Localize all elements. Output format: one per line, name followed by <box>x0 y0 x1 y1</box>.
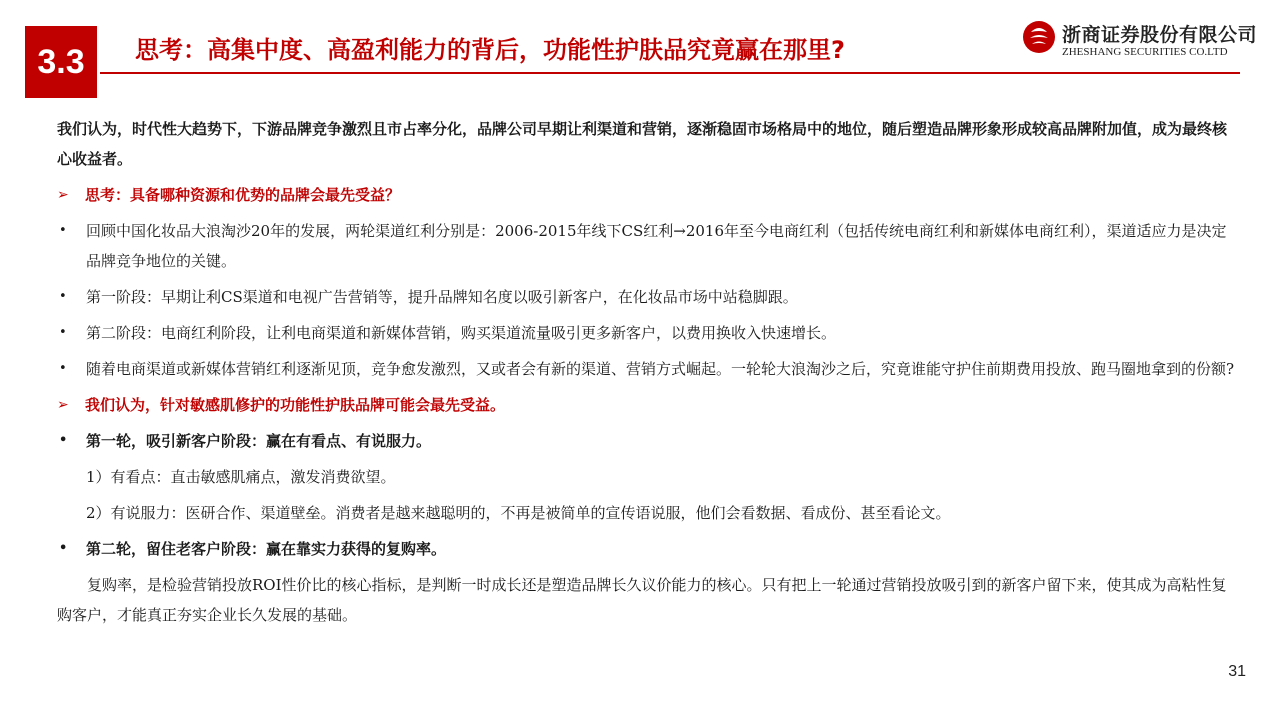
arrow-bullet-icon: ➢ <box>57 397 69 413</box>
arrow-bullet-icon: ➢ <box>57 187 69 203</box>
round-1-heading <box>57 426 1237 456</box>
bullet-dot-icon: • <box>59 433 68 448</box>
bullet-dot-icon: • <box>59 289 67 304</box>
bullet-item <box>57 216 1237 276</box>
round-2-heading <box>57 534 1237 564</box>
bullet-item <box>57 282 1237 312</box>
logo-english-name: ZHESHANG SECURITIES CO.LTD <box>1062 46 1228 58</box>
bullet-text: 第一阶段：早期让利CS渠道和电视广告营销等，提升品牌知名度以吸引新客户，在化妆品市场中站稳脚跟。 <box>86 288 798 306</box>
bullet-item <box>57 318 1237 348</box>
bullet-dot-icon: • <box>59 541 68 556</box>
round-1-point: 2）有说服力：医研合作、渠道壁垒。消费者是越来越聪明的，不再是被简单的宣传语说服，他们会看数据、看成份、甚至看论文。 <box>86 504 951 522</box>
question-2 <box>57 390 1237 420</box>
logo-chinese-name: 浙商证券股份有限公司 <box>1062 24 1258 46</box>
slide-title: 思考：高集中度、高盈利能力的背后，功能性护肤品究竟赢在那里? <box>135 36 845 64</box>
bullet-text: 回顾中国化妆品大浪淘沙20年的发展，两轮渠道红利分别是：2006-2015年线下CS红利→2016年至今电商红利（包括传统电商红利和新媒体电商红利），渠道适应力是决定品牌竞争地位的关键。 <box>86 222 1227 270</box>
intro-paragraph: 我们认为，时代性大趋势下，下游品牌竞争激烈且市占率分化，品牌公司早期让利渠道和营销，逐渐稳固市场格局中的地位，随后塑造品牌形象形成较高品牌附加值，成为最终核心收益者。 <box>57 120 1228 168</box>
bullet-text: 第二阶段：电商红利阶段，让利电商渠道和新媒体营销，购买渠道流量吸引更多新客户，以费用换收入快速增长。 <box>86 324 837 342</box>
question-1 <box>57 180 1237 210</box>
bullet-dot-icon: • <box>59 361 67 376</box>
round-1-text: 第一轮，吸引新客户阶段：赢在有看点、有说服力。 <box>86 432 432 450</box>
bullet-dot-icon: • <box>59 325 67 340</box>
slide-content <box>57 114 1237 630</box>
round-2-paragraph: 复购率，是检验营销投放ROI性价比的核心指标，是判断一时成长还是塑造品牌长久议价能力的核心。只有把上一轮通过营销投放吸引到的新客户留下来，使其成为高粘性复购客户，才能真正夯实企业长久发展的基础。 <box>57 576 1227 624</box>
round-1-point: 1）有看点：直击敏感肌痛点，激发消费欲望。 <box>86 468 396 486</box>
section-number-badge: 3.3 <box>25 26 97 98</box>
question-2-text: 我们认为，针对敏感肌修护的功能性护肤品牌可能会最先受益。 <box>85 396 506 414</box>
company-logo <box>1022 18 1258 64</box>
question-1-text: 思考：具备哪种资源和优势的品牌会最先受益？ <box>85 186 401 204</box>
zheshang-logo-icon <box>1022 20 1056 54</box>
page-number: 31 <box>1228 663 1246 680</box>
title-divider <box>100 72 1240 74</box>
bullet-text: 随着电商渠道或新媒体营销红利逐渐见顶，竞争愈发激烈，又或者会有新的渠道、营销方式崛起。一轮轮大浪淘沙之后，究竟谁能守护住前期费用投放、跑马圈地拿到的份额? <box>86 360 1235 378</box>
bullet-dot-icon: • <box>59 223 67 238</box>
round-2-text: 第二轮，留住老客户阶段：赢在靠实力获得的复购率。 <box>86 540 447 558</box>
bullet-item <box>57 354 1237 384</box>
